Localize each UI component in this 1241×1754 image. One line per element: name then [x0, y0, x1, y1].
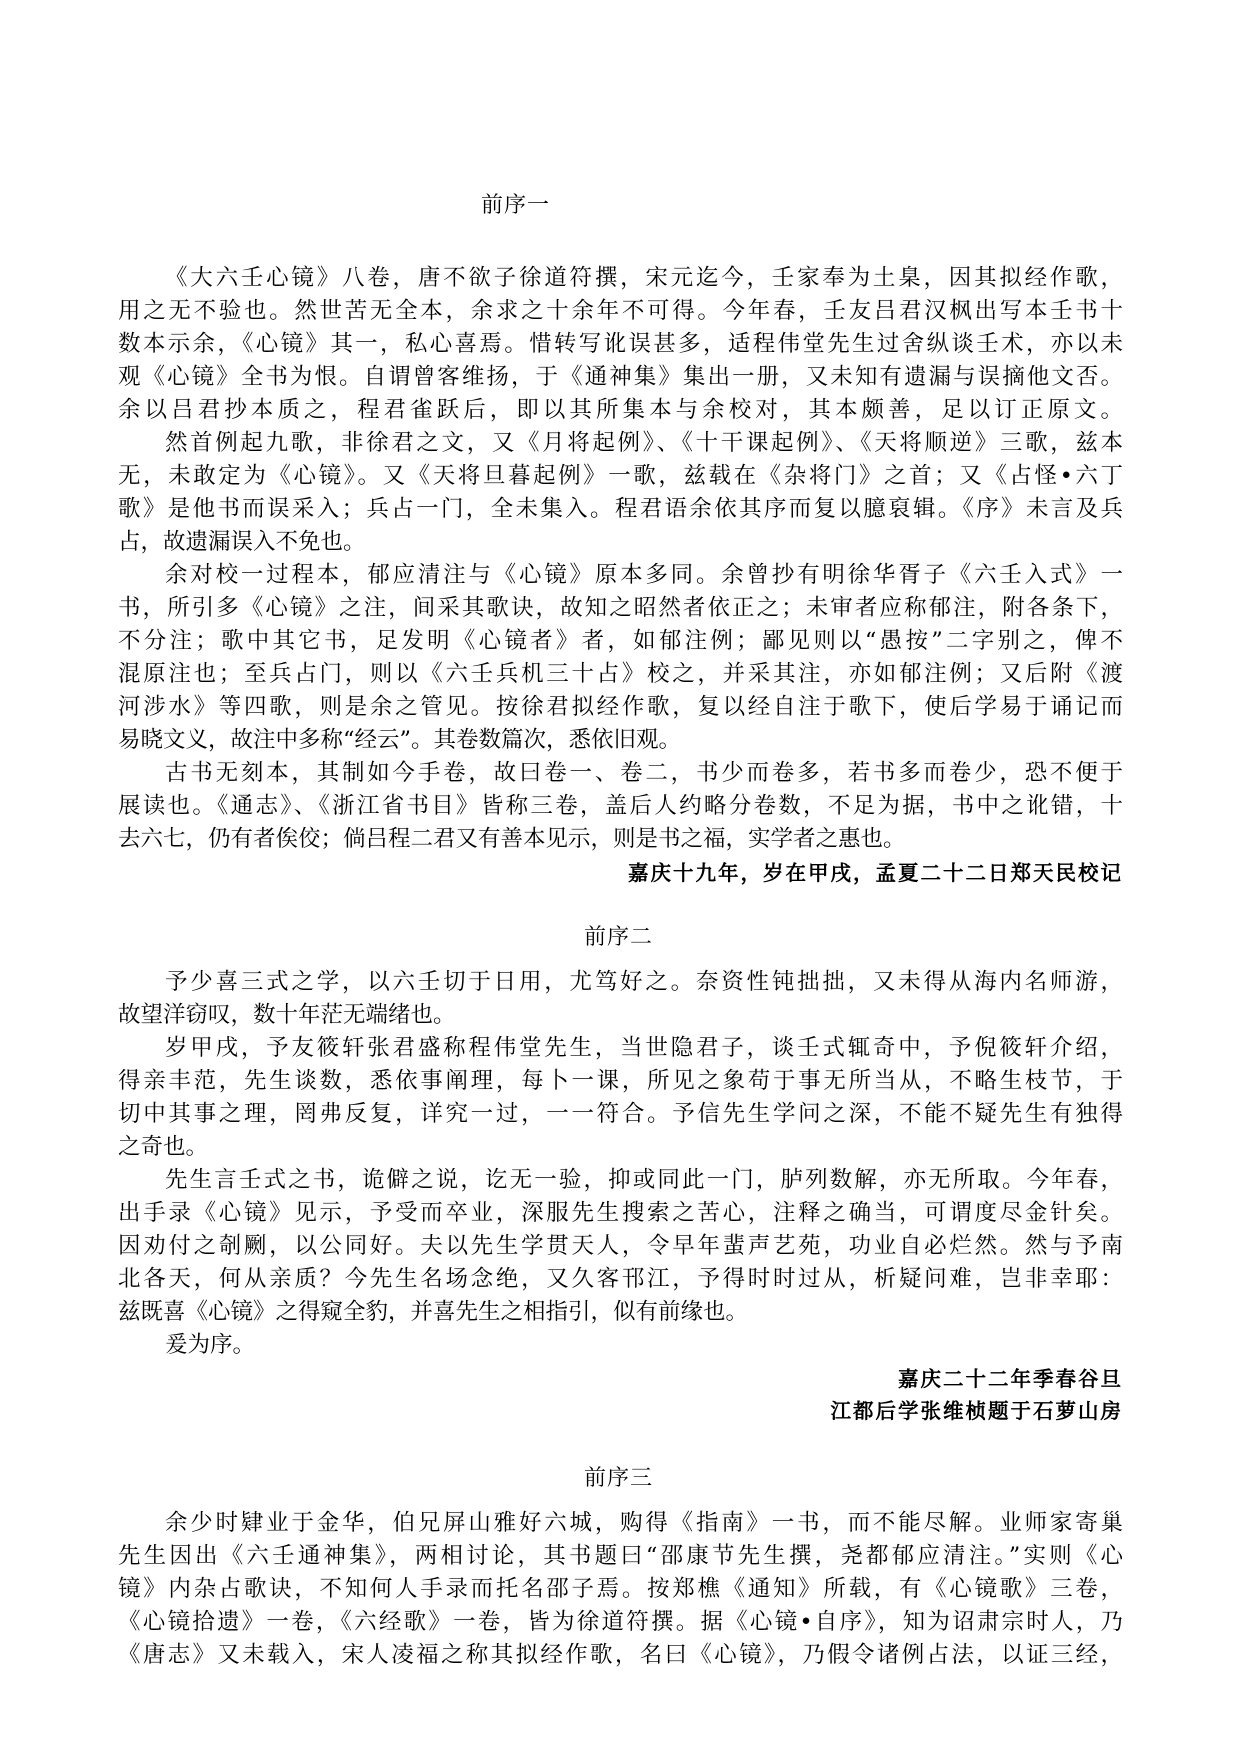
preface2-line: 先生言壬式之书，诡僻之说，讫无一验，抑或同此一门，胪列数解，亦无所取。今年春， — [165, 1167, 1123, 1193]
preface3-line: 《心镜拾遗》一卷，《六经歌》一卷，皆为徐道符撰。据《心镜•自序》，知为诏肃宗时人，乃 — [118, 1609, 1123, 1635]
preface1-line: 去六七，仍有者俟佼；倘吕程二君又有善本见示，则是书之福，实学者之惠也。 — [118, 826, 906, 852]
preface1-line: 数本示余，《心镜》其一，私心喜焉。惜转写讹误甚多，适程伟堂先生过舍纵谈壬术，亦以未 — [118, 331, 1123, 357]
preface2-line: 切中其事之理，罔弗反复，详究一过，一一符合。予信先生学问之深，不能不疑先生有独得 — [118, 1101, 1123, 1127]
preface2-line: 爰为序。 — [165, 1332, 256, 1358]
preface1-signature: 嘉庆十九年，岁在甲戌，孟夏二十二日郑天民校记 — [628, 861, 1123, 885]
preface3-line: 先生因出《六壬通神集》，两相讨论，其书题曰“邵康节先生撰，尧都郁应清注。”实则《心 — [118, 1543, 1123, 1569]
preface1-line: 余以吕君抄本质之，程君雀跃后，即以其所集本与余校对，其本颇善，足以订正原文。 — [118, 397, 1123, 423]
preface1-line: 观《心镜》全书为恨。自谓曾客维扬，于《通神集》集出一册，又未知有遗漏与误摘他文否。 — [118, 364, 1123, 390]
preface1-title: 前序一 — [481, 193, 551, 218]
preface2-line: 北各天，何从亲质？今先生名场念绝，又久客邗江，予得时时过从，析疑问难，岂非幸耶： — [118, 1266, 1123, 1292]
preface1-line: 无，未敢定为《心镜》。又《天将旦暮起例》一歌，兹载在《杂将门》之首；又《占怪•六丁 — [118, 463, 1123, 489]
preface1-line: 不分注；歌中其它书，足发明《心镜者》者，如郁注例；鄙见则以“愚按”二字别之，俾不 — [118, 628, 1123, 654]
preface2-line: 得亲丰范，先生谈数，悉依事阐理，每卜一课，所见之象苟于事无所当从，不略生枝节，于 — [118, 1068, 1123, 1094]
preface2-signature-author: 江都后学张维桢题于石萝山房 — [830, 1399, 1123, 1423]
preface1-line: 占，故遗漏误入不免也。 — [118, 529, 366, 555]
preface1-line: 书，所引多《心镜》之注，间采其歌诀，故知之昭然者依正之；未审者应称郁注，附各条下， — [118, 595, 1123, 621]
preface3-title: 前序三 — [584, 1466, 654, 1491]
preface2-line: 出手录《心镜》见示，予受而卒业，深服先生搜索之苦心，注释之确当，可谓度尽金针矣。 — [118, 1200, 1123, 1226]
preface2-line: 岁甲戌，予友筱轩张君盛称程伟堂先生，当世隐君子，谈壬式辄奇中，予倪筱轩介绍， — [165, 1035, 1123, 1061]
preface1-line: 歌》是他书而误采入；兵占一门，全未集入。程君语余依其序而复以臆裒辑。《序》未言及兵 — [118, 496, 1123, 522]
preface1-line: 易晓文义，故注中多称“经云”。其卷数篇次，悉依旧观。 — [118, 727, 682, 753]
preface1-line: 《大六壬心镜》八卷，唐不欲子徐道符撰，宋元迄今，壬家奉为土臬，因其拟经作歌， — [165, 265, 1123, 291]
preface2-line: 予少喜三式之学，以六壬切于日用，尤笃好之。奈资性钝拙拙，又未得从海内名师游， — [165, 969, 1123, 995]
preface3-line: 《唐志》又未载入，宋人凌福之称其拟经作歌，名曰《心镜》，乃假令诸例占法，以证三经， — [118, 1642, 1123, 1668]
preface2-line: 之奇也。 — [118, 1134, 209, 1160]
preface3-line: 镜》内杂占歌诀，不知何人手录而托名邵子焉。按郑樵《通知》所载，有《心镜歌》三卷， — [118, 1576, 1123, 1602]
preface2-line: 因劝付之剞劂，以公同好。夫以先生学贯天人，令早年蜚声艺苑，功业自必烂然。然与予南 — [118, 1233, 1123, 1259]
preface2-line: 故望洋窃叹，数十年茫无端绪也。 — [118, 1002, 456, 1028]
preface1-line: 古书无刻本，其制如今手卷，故曰卷一、卷二，书少而卷多，若书多而卷少，恐不便于 — [165, 760, 1123, 786]
preface1-line: 余对校一过程本，郁应清注与《心镜》原本多同。余曾抄有明徐华胥子《六壬入式》一 — [165, 562, 1123, 588]
preface2-line: 兹既喜《心镜》之得窥全豹，并喜先生之相指引，似有前缘也。 — [118, 1299, 749, 1325]
preface1-line: 展读也。《通志》、《浙江省书目》皆称三卷，盖后人约略分卷数，不足为据，书中之讹错，十 — [118, 793, 1123, 819]
preface1-line: 河涉水》等四歌，则是余之管见。按徐君拟经作歌，复以经自注于歌下，使后学易于诵记而 — [118, 694, 1123, 720]
preface2-signature-date: 嘉庆二十二年季春谷旦 — [898, 1367, 1123, 1391]
preface3-line: 余少时肄业于金华，伯兄屏山雅好六城，购得《指南》一书，而不能尽解。业师家寄巢 — [165, 1510, 1123, 1536]
preface1-line: 用之无不验也。然世苦无全本，余求之十余年不可得。今年春，壬友吕君汉枫出写本壬书十 — [118, 298, 1123, 324]
preface1-line: 混原注也；至兵占门，则以《六壬兵机三十占》校之，并采其注，亦如郁注例；又后附《渡 — [118, 661, 1123, 687]
preface2-title: 前序二 — [584, 925, 654, 950]
preface1-line: 然首例起九歌，非徐君之文，又《月将起例》、《十干课起例》、《天将顺逆》三歌，兹本 — [165, 430, 1123, 456]
